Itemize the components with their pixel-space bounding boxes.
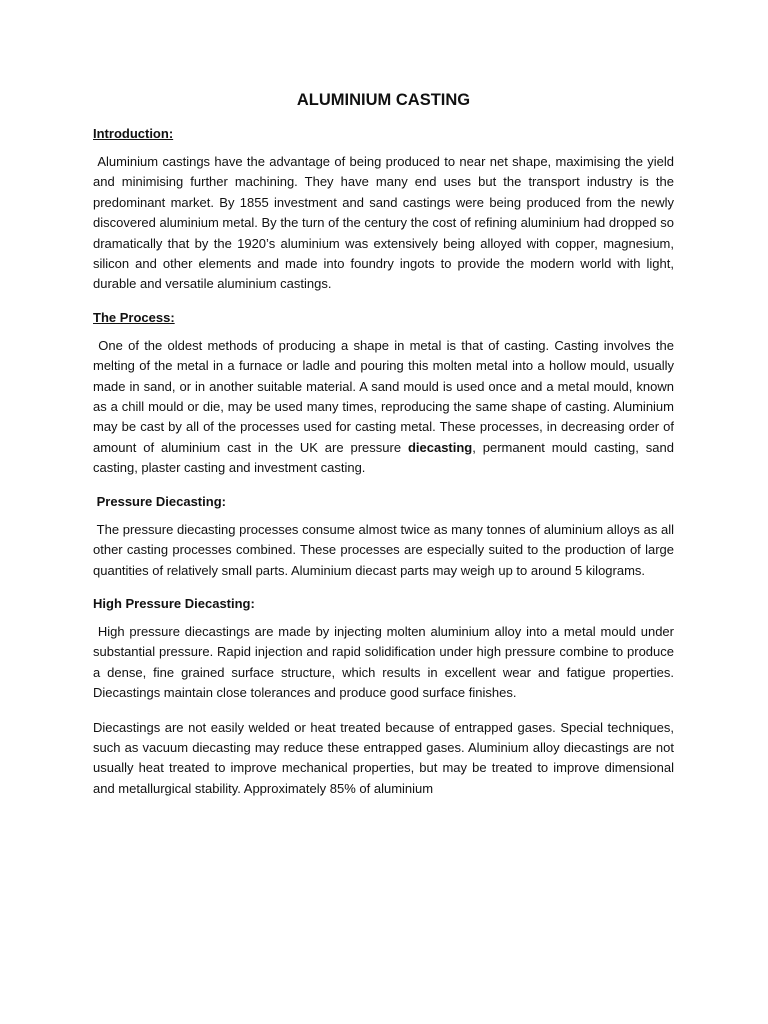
- section-heading-pressure-diecasting-text: Pressure Diecasting:: [96, 493, 226, 509]
- section-heading-introduction: Introduction:: [93, 126, 174, 141]
- pressure-diecasting-paragraph-text: The pressure diecasting processes consume almost twice as many tonnes of aluminium alloys as all other casting processes combined. These processes are especially suited to the production of large quantities of relatively small parts. Aluminium diecast parts may weigh up to around 5 kilograms.: [93, 521, 674, 578]
- process-paragraph-text-after: , permanent mould casting, sand casting, plaster casting and investment casting.: [93, 439, 674, 476]
- introduction-paragraph-text: Aluminium castings have the advantage of being produced to near net shape, maximising the yield and minimising further machining. They have many end uses but the transport industry is the predominant market. By 1855 investment and sand castings were being produced from the newly discovered aluminium metal. By the turn of the century the cost of refining aluminium had dropped so dramatically that by the 1920’s aluminium was extensively being alloyed with copper, magnesium, silicon and other elements and made into foundry ingots to provide the modern world with light, durable and versatile aluminium castings.: [93, 154, 674, 292]
- document-page: [93, 89, 674, 813]
- document-title: ALUMINIUM CASTING: [296, 91, 471, 109]
- section-heading-the-process: The Process:: [93, 309, 175, 325]
- introduction-paragraph: [93, 152, 674, 295]
- section-heading-high-pressure-diecasting: High Pressure Diecasting:: [93, 595, 255, 611]
- high-pressure-diecasting-paragraph-1-text: High pressure diecastings are made by injecting molten aluminium alloy into a metal mould under substantial pressure. Rapid injection and rapid solidification under high pressure combine to produce a dense, fine grained surface structure, which results in excellent wear and fatigue properties. Diecastings maintain close tolerances and produce good surface finishes.: [93, 623, 674, 701]
- pressure-diecasting-paragraph: [93, 520, 674, 581]
- process-paragraph-bold-word: diecasting: [407, 439, 473, 455]
- high-pressure-diecasting-paragraph-2: Diecastings are not easily welded or heat treated because of entrapped gases. Special techniques, such as vacuum diecasting may reduce these entrapped gases. Aluminium alloy diecastings are not usually heat treated to improve mechanical properties, but may be treated to improve dimensional and metallurgical stability. Approximately 85% of aluminium: [93, 719, 674, 796]
- process-paragraph-text-before: One of the oldest methods of producing a shape in metal is that of casting. Casting involves the melting of the metal in a furnace or ladle and pouring this molten metal into a hollow mould, usually made in sand, or in another suitable material. A sand mould is used once and a metal mould, known as a chill mould or die, may be used many times, reproducing the same shape of casting. Aluminium may be cast by all of the processes used for casting metal. These processes, in decreasing order of amount of aluminium cast in the UK are pressure: [93, 337, 674, 455]
- section-heading-pressure-diecasting: [93, 493, 674, 510]
- high-pressure-diecasting-paragraph-1: [93, 622, 674, 704]
- process-paragraph: [93, 336, 674, 479]
